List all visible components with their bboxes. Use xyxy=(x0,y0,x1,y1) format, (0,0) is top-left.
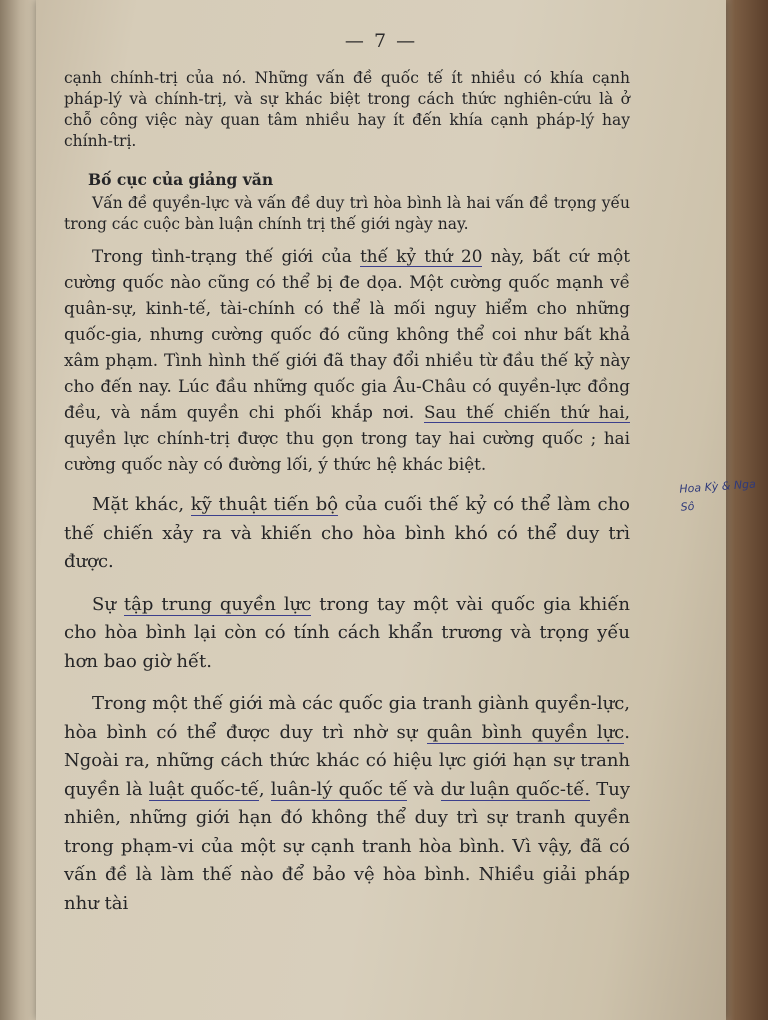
underlined-phrase: luật quốc-tế xyxy=(148,778,259,800)
page-number: — 7 — xyxy=(344,30,418,52)
paragraph-technology xyxy=(64,491,630,577)
paragraph-continuation: cạnh chính-trị của nó. Những vấn đề quốc tế ít nhiều có khía cạnh pháp-lý và chính-trị, và sự khác biệt trong cách thức nghiên-cứu là ở chỗ công việc này quan tâm nhiều hay ít đến khía cạnh pháp-lý hay chính-trị. xyxy=(64,69,630,150)
text-run: và xyxy=(407,778,441,800)
text-run: của cuối thế kỷ có thể làm cho thế chiến xảy ra và khiến cho hòa bình khó có thể duy trì được. xyxy=(64,494,630,572)
handwritten-margin-note: Hoa Kỳ & Nga Sô xyxy=(678,477,757,514)
text-run: . Ngoài ra, những cách thức khác có hiệu lực giới hạn sự tranh quyền là xyxy=(64,721,630,800)
underlined-phrase: tập trung quyền lực xyxy=(123,593,312,615)
text-run: Mặt khác, xyxy=(92,494,191,515)
page-text xyxy=(64,68,630,918)
underlined-phrase: thế kỷ thứ 20 xyxy=(360,246,483,266)
paragraph-concentration xyxy=(64,591,630,677)
paragraph-balance-of-power xyxy=(64,690,630,918)
underlined-phrase: dư luận quốc-tế. xyxy=(440,778,591,800)
underlined-phrase: Sau thế chiến thứ hai, xyxy=(424,402,630,422)
text-run: quyền lực chính-trị được thu gọn trong tay hai cường quốc ; hai cường quốc này có đường lối, ý thức hệ khác biệt. xyxy=(64,428,630,474)
text-run: này, bất cứ một cường quốc nào cũng có thể bị đe dọa. Một cường quốc mạnh về quân-sự, kinh-tế, tài-chính có thể là mối nguy hiểm cho những quốc-gia, nhưng cường quốc đó cũng không thể coi như bất khả xâm phạm. Tình hình thế giới đã thay đổi nhiều từ đầu thế kỷ này cho đến nay. Lúc đầu những quốc gia Âu-Châu có quyền-lực đồng đều, và nắm quyền chi phối khắp nơi. xyxy=(64,246,630,422)
underlined-phrase: quân bình quyền lực xyxy=(426,721,625,743)
underlined-phrase: luân-lý quốc tế xyxy=(270,778,408,800)
section-heading: Bố cục của giảng văn xyxy=(88,170,274,189)
text-run: Sự xyxy=(92,593,124,615)
paragraph-intro: Vấn đề quyền-lực và vấn đề duy trì hòa bình là hai vấn đề trọng yếu trong các cuộc bàn luận chính trị thế giới ngày nay. xyxy=(64,194,630,233)
text-run: Tuy nhiên, những giới hạn đó không thể duy trì sự tranh quyền trong phạm-vi của một sự cạnh tranh hòa bình. Vì vậy, đã có vấn đề là làm thế nào để bảo vệ hòa bình. Nhiều giải pháp như tài xyxy=(64,778,631,914)
underlined-phrase: kỹ thuật tiến bộ xyxy=(190,494,339,515)
text-run: , xyxy=(258,778,271,800)
text-run: trong tay một vài quốc gia khiến cho hòa bình lại còn có tính cách khẩn trương và trọng yếu hơn bao giờ hết. xyxy=(64,593,630,672)
paragraph-world-situation xyxy=(64,243,630,477)
text-run: Trong một thế giới mà các quốc gia tranh giành quyền-lực, hòa bình có thể được duy trì nhờ sự xyxy=(64,693,630,743)
text-run: Trong tình-trạng thế giới của xyxy=(92,246,361,266)
